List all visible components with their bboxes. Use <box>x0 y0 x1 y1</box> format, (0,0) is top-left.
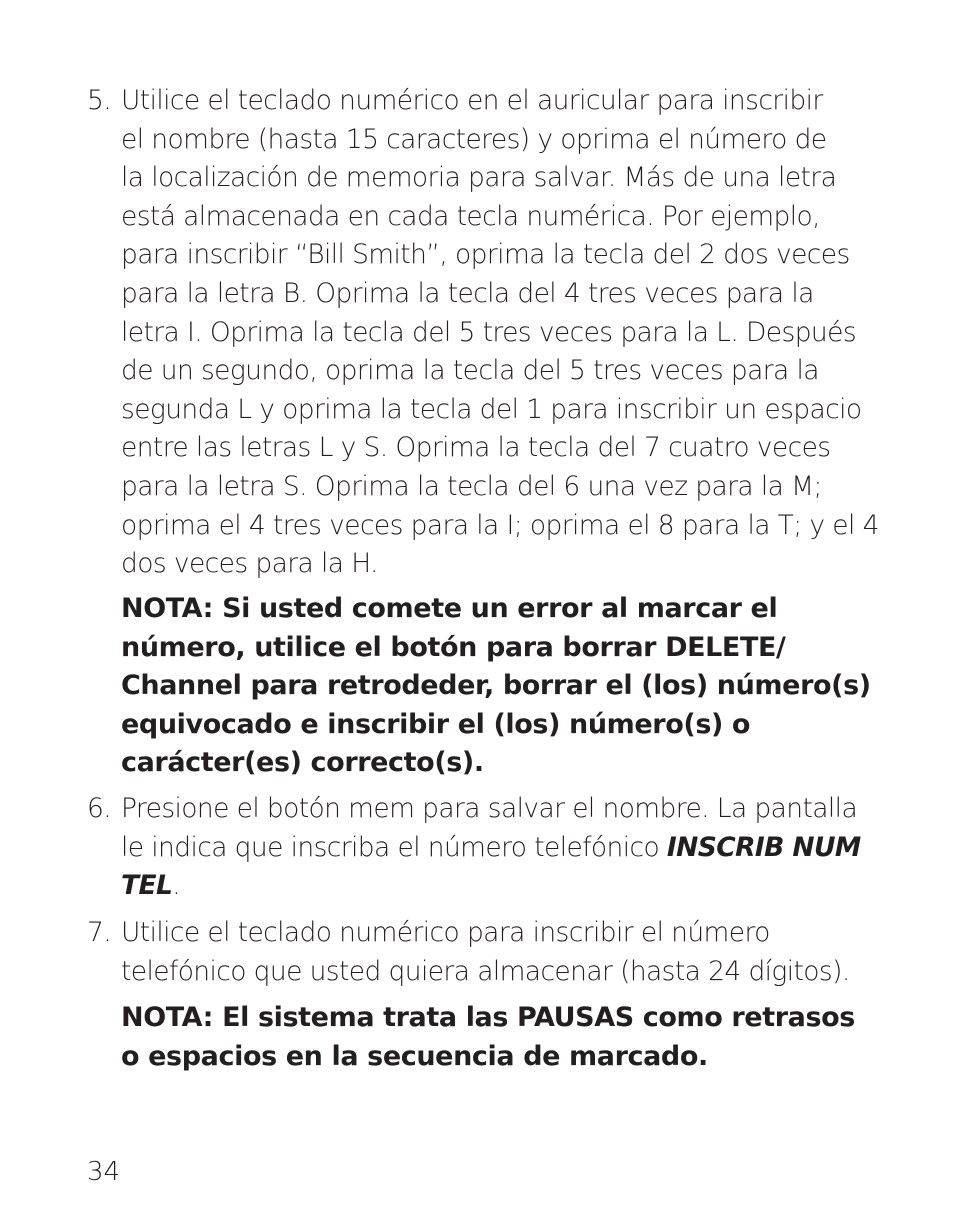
step-5-line: para la letra S. Oprima la tecla del 6 una vez para la M; <box>121 470 822 502</box>
note-line: equivocado e inscribir el (los) número(s) o <box>121 708 751 740</box>
note-line: número, utilice el botón para borrar DELETE/ <box>121 631 786 663</box>
step-6-line <box>121 829 877 868</box>
step-7-line: telefónico que usted quiera almacenar (hasta 24 dígitos). <box>121 955 850 987</box>
step-5-number: 5. <box>87 85 112 116</box>
step-6-line <box>121 867 877 906</box>
step-5-line: segunda L y oprima la tecla del 1 para inscribir un espacio <box>121 393 862 425</box>
note-line: NOTA: El sistema trata las PAUSAS como retrasos <box>121 1002 855 1033</box>
step-6-line-text: . <box>172 870 181 902</box>
step-5-line: para inscribir “Bill Smith”, oprima la tecla del 2 dos veces <box>121 239 850 271</box>
step-6-line: Presione el botón mem para salvar el nombre. La pantalla <box>121 793 858 824</box>
step-5-line: dos veces para la H. <box>121 548 378 580</box>
step-5 <box>87 82 877 584</box>
step-5-line: de un segundo, oprima la tecla del 5 tres veces para la <box>121 355 819 387</box>
step-5-line: el nombre (hasta 15 caracteres) y oprima el número de <box>121 123 827 155</box>
note-line: Channel para retrodeder, borrar el (los) número(s) <box>121 670 871 702</box>
step-6-line-text: le indica que inscriba el número telefónico <box>121 831 667 863</box>
step-7-line: Utilice el teclado numérico para inscribir el número <box>121 917 770 948</box>
screen-prompt-text: INSCRIB NUM <box>666 831 861 863</box>
step-7-text <box>121 914 877 991</box>
screen-prompt-text: TEL <box>121 870 173 902</box>
note-delete-channel <box>121 590 881 783</box>
step-7-number: 7. <box>87 917 112 948</box>
step-5-line: entre las letras L y S. Oprima la tecla del 7 cuatro veces <box>121 432 831 464</box>
step-5-line: está almacenada en cada tecla numérica. Por ejemplo, <box>121 200 820 232</box>
step-6-number: 6. <box>87 793 112 824</box>
step-5-line: para la letra B. Oprima la tecla del 4 tres veces para la <box>121 277 814 309</box>
step-5-text <box>121 82 877 584</box>
step-6-text <box>121 790 877 906</box>
step-5-line: la localización de memoria para salvar. Más de una letra <box>121 162 837 194</box>
step-5-line: Utilice el teclado numérico en el auricular para inscribir <box>121 85 823 116</box>
note-line: o espacios en la secuencia de marcado. <box>121 1040 708 1072</box>
step-5-line: letra I. Oprima la tecla del 5 tres veces para la L. Después <box>121 316 857 348</box>
step-5-line: oprima el 4 tres veces para la I; oprima el 8 para la T; y el 4 <box>121 509 879 541</box>
note-line: NOTA: Si usted comete un error al marcar el <box>121 593 778 624</box>
step-6 <box>87 790 877 906</box>
page-number: 34 <box>87 1157 121 1187</box>
step-7 <box>87 914 877 991</box>
note-line: carácter(es) correcto(s). <box>121 747 484 779</box>
note-pauses <box>121 999 881 1076</box>
